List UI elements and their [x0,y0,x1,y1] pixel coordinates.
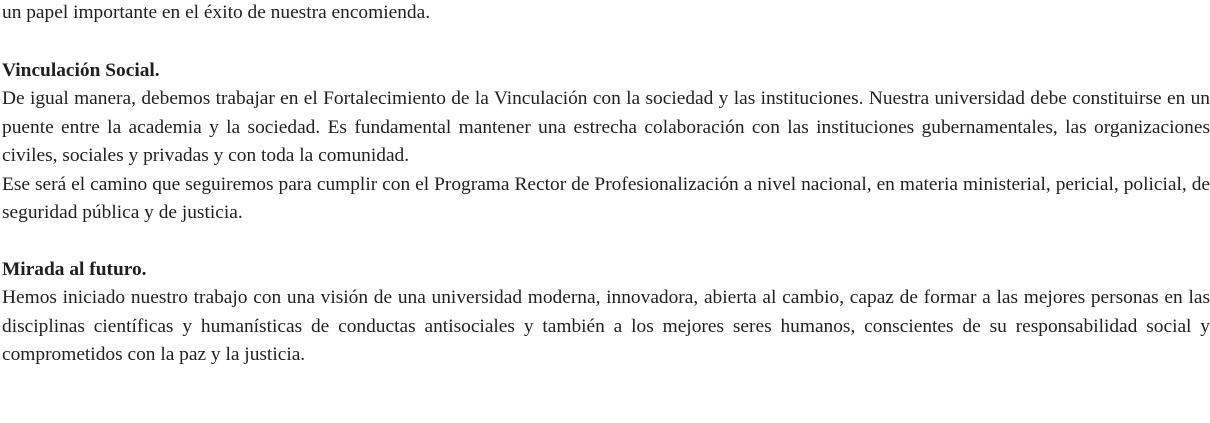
section-paragraph: De igual manera, debemos trabajar en el Fortalecimiento de la Vinculación con la sociedad y las instituciones. Nuestra universidad debe constituirse en un puente entre la academia y la sociedad. Es fundamental mantener una estrecha colaboración con las instituciones gubernamentales, las organizaciones civiles, sociales y privadas y con toda la comunidad. [2,88,1210,166]
section-paragraph: Ese será el camino que seguiremos para cumplir con el Programa Rector de Profesionalización a nivel nacional, en materia ministerial, pericial, policial, de seguridad pública y de justicia. [2,173,1210,223]
section-paragraph: Hemos iniciado nuestro trabajo con una visión de una universidad moderna, innovadora, abierta al cambio, capaz de formar a las mejores personas en las disciplinas científicas y humanísticas de conductas antisociales y también a los mejores seres humanos, conscientes de su responsabilidad social y comprometidos con la paz y la justicia. [2,287,1210,365]
section-heading-vinculacion: Vinculación Social. [2,59,160,81]
intro-paragraph: un papel importante en el éxito de nuestra encomienda. [2,2,431,23]
section-heading-mirada: Mirada al futuro. [2,258,147,280]
